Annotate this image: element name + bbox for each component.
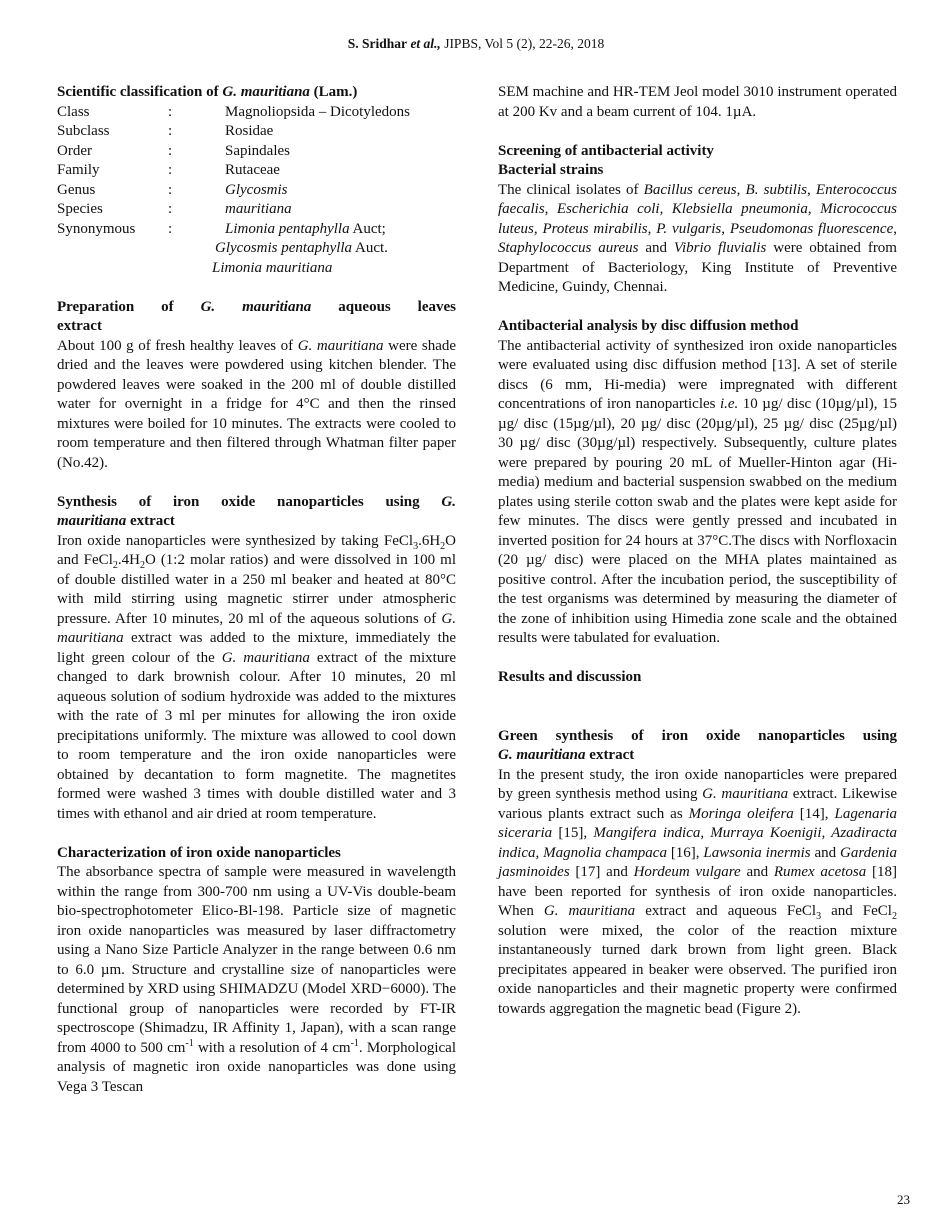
- screening-heading: Screening of antibacterial activity: [498, 142, 714, 159]
- running-head: [0, 36, 952, 52]
- results-heading: Results and discussion: [498, 669, 642, 685]
- preparation-paragraph: About 100 g of fresh healthy leaves of G. mauritiana were shade dried and the leaves were powdered using kitchen blender. The powdered leaves were soaked in the 200 ml of double distilled water for overnight in a fridge for 4°C and then the rinsed mixtures were boiled for 10 minutes. The extracts were cooled to room temperature and then filtered through Whatman filter paper (No.42).: [57, 337, 457, 471]
- classification-row: Family : Rutaceae: [57, 162, 280, 178]
- disc-diffusion-heading: Antibacterial analysis by disc diffusion method: [498, 318, 799, 334]
- disc-diffusion-paragraph: The antibacterial activity of synthesized iron oxide nanoparticles were evaluated using disc diffusion method [13]. A set of sterile discs (6 mm, Hi-media) were impregnated with different concentrations of iron nanoparticles i.e. 10 µg/ disc (10µg/µl), 15 µg/ disc (15µg/µl), 20 µg/ disc (20µg/µl), 25 µg/ disc (25µg/µl) 30 µg/ disc (30µg/µl) respectively. Subsequently, culture plates were prepared by pouring 20 mL of Mueller-Hinton agar (Hi-media) medium and bacterial suspension swabbed on the medium plates using sterile cotton swab and the plates were kept aside for few minutes. The discs were gently pressed and incubated in inverted position for 24 hours at 37°C.The discs with Norfloxacin (20 µg/ disc) were placed on the MHA plates maintained as positive control. After the incubation period, the susceptibility of the test organisms was determined by measuring the diameter of the zone of inhibition using Himedia zone scale and the obtained results were tabulated for evaluation.: [498, 337, 897, 646]
- classification-row: Subclass : Rosidae: [57, 123, 274, 139]
- green-synthesis-paragraph: In the present study, the iron oxide nanoparticles were prepared by green synthesis method using G. mauritiana extract. Likewise various plants extract such as Moringa oleifera [14], Lagenaria siceraria [15], Mangifera indica, Murraya Koenigii, Azadiracta indica, Magnolia champaca [16], Lawsonia inermis and Gardenia jasminoides [17] and Hordeum vulgare and Rumex acetosa [18] have been reported for synthesis of iron oxide nanoparticles. When G. mauritiana extract and aqueous FeCl$_3$ and FeCl$_2$ solution were mixed, the color of the reaction mixture instantaneously turned dark brown from light green. Black precipitates appeared in beaker were observed. The purified iron oxide nanoparticles and their magnetic property were confirmed towards aggregation the magnetic bead (Figure 2).: [498, 766, 898, 1017]
- synonym-line: Glycosmis pentaphylla Auct.: [215, 240, 388, 256]
- characterization-paragraph: The absorbance spectra of sample were measured in wavelength within the range from 300-700 nm using a UV-Vis double-beam bio-spectrophotometer Elico-Bl-198. Particle size of magnetic iron oxide nanoparticles was measured by laser diffractometry using a Nano Size Particle Analyzer in the range between 0.6 nm to 6.0 µm. Structure and crystalline size of nanoparticles were determined by XRD using SHIMADZU (Model XRD−6000). The functional group of nanoparticles were recorded by FT-IR spectroscope (Shimadzu, IR Affinity 1, Japan), with a scan range from 4000 to 500 $cm^{-1}$ with a resolution of 4 $cm^{-1}$. Morphological analysis of magnetic iron oxide nanoparticles was done using Vega 3 Tescan: [57, 864, 456, 1095]
- synthesis-paragraph: Iron oxide nanoparticles were synthesized by taking $FeCl_3.6H_2O$ and $FeCl_2.4H_2O$ (1:2 molar ratios) and were dissolved in 100 ml of double distilled water in a 250 ml beaker and heated at 80°C with mild stirring using magnetic stirrer under atmospheric pressure. After 10 minutes, 20 ml of the aqueous solutions of G. mauritiana extract was added to the mixture, immediately the light green colour of the G. mauritiana extract of the mixture changed to dark brownish colour. After 10 minutes, 20 ml aqueous solution of sodium hydroxide was added to the mixtures with the rate of 3 ml per minutes for allowing the iron oxide precipitations uniformly. The mixture was allowed to cool down to room temperature and the iron oxide nanoparticles were obtained by decantation to form magnetite. The magnetites formed were washed 3 times with double distilled water and 3 times with ethanol and air dried at room temperature.: [57, 532, 456, 822]
- classification-row: Genus : Glycosmis: [57, 181, 288, 198]
- header-author: S. Sridhar: [347, 36, 408, 51]
- synthesis-heading: Synthesis of iron oxide nanoparticles using G.: [57, 493, 456, 510]
- classification-row: Order : Sapindales: [57, 142, 290, 159]
- green-synthesis-heading-line2: G. mauritiana extract: [498, 747, 635, 763]
- classification-row-synonymous: Synonymous : Limonia pentaphylla Auct;: [57, 220, 386, 237]
- characterization-heading: Characterization of iron oxide nanoparticles: [57, 844, 341, 861]
- bacterial-strains-paragraph: The clinical isolates of Bacillus cereus, B. subtilis, Enterococcus faecalis, Escherichia coli, Klebsiella pneumonia, Micrococcus luteus, Proteus mirabilis, P. vulgaris, Pseudomonas fluorescence, Staphylococcus aureus and Vibrio fluvialis were obtained from Department of Bacteriology, King Institute of Preventive Medicine, Guindy, Chennai.: [498, 181, 898, 295]
- synonym-line: Limonia mauritiana: [212, 259, 333, 276]
- preparation-heading: Preparation of G. mauritiana aqueous leaves: [57, 298, 457, 315]
- classification-heading: Scientific classification of G. mauritiana (Lam.): [57, 84, 358, 100]
- bacterial-strains-heading: Bacterial strains: [498, 162, 604, 178]
- left-column: [57, 83, 456, 1097]
- classification-row: Class : Magnoliopsida – Dicotyledons: [57, 103, 410, 120]
- green-synthesis-heading: Green synthesis of iron oxide nanoparticles using: [498, 727, 897, 744]
- header-citation: JIPBS, Vol 5 (2), 22-26, 2018: [440, 36, 605, 51]
- page-number: 23: [897, 1192, 910, 1207]
- synthesis-heading-line2: mauritiana extract: [57, 513, 175, 529]
- preparation-heading-line2: extract: [57, 318, 102, 334]
- characterization-paragraph-continued: SEM machine and HR-TEM Jeol model 3010 instrument operated at 200 Kv and a beam current of 104. 1µA.: [498, 84, 897, 120]
- classification-table: [57, 103, 456, 279]
- classification-row: Species : mauritiana: [57, 201, 292, 217]
- right-column: [498, 83, 897, 1019]
- header-etal: et al.,: [410, 36, 441, 51]
